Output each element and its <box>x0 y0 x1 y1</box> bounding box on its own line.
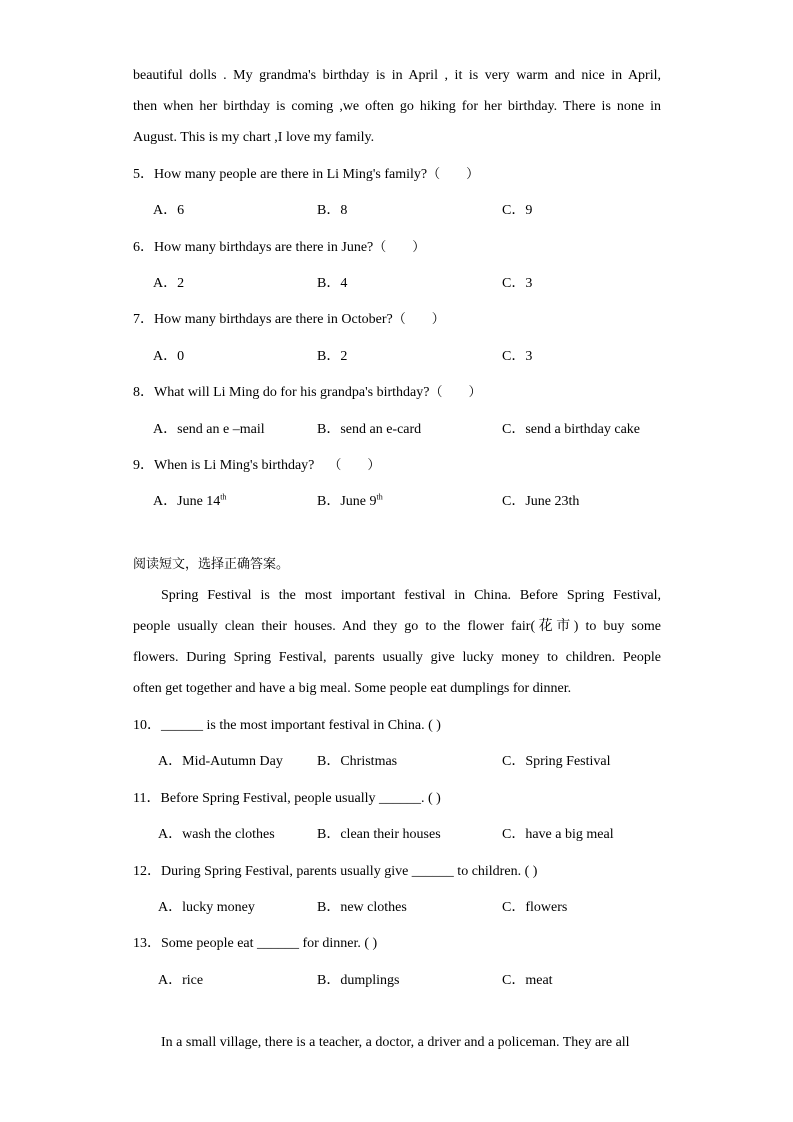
option-text: rice <box>182 973 204 988</box>
question-number: 7． <box>133 312 154 327</box>
question-5 <box>133 165 479 185</box>
option-a[interactable] <box>158 752 283 772</box>
option-b[interactable] <box>317 492 383 512</box>
question-text: During Spring Festival, parents usually give ______ to children. ( ) <box>161 864 538 879</box>
answer-blank: （ ） <box>392 312 445 327</box>
option-text: 0 <box>177 349 185 364</box>
ordinal-suffix: th <box>220 492 227 502</box>
option-letter: C． <box>502 973 526 988</box>
question-number: 11． <box>133 791 161 806</box>
option-text: flowers <box>525 900 568 915</box>
option-letter: A． <box>153 203 178 218</box>
option-letter: C． <box>502 203 526 218</box>
question-text: When is Li Ming's birthday? <box>154 458 315 473</box>
option-text: wash the clothes <box>182 827 275 842</box>
option-c[interactable] <box>502 825 614 845</box>
option-text: 9 <box>525 203 533 218</box>
question-13 <box>133 934 377 954</box>
question-text: How many birthdays are there in June? <box>154 240 374 255</box>
option-text: 3 <box>525 349 533 364</box>
question-12 <box>133 862 537 882</box>
question-number: 6． <box>133 240 154 255</box>
option-letter: A． <box>158 973 183 988</box>
option-text: 4 <box>340 276 348 291</box>
question-9 <box>133 456 380 476</box>
option-letter: B． <box>317 494 341 509</box>
option-letter: C． <box>502 754 526 769</box>
option-text: 3 <box>525 276 533 291</box>
option-text: 6 <box>177 203 185 218</box>
option-letter: A． <box>153 349 178 364</box>
option-b[interactable] <box>317 420 421 440</box>
option-text: Christmas <box>340 754 398 769</box>
option-text: send an e –mail <box>177 422 265 437</box>
option-letter: B． <box>317 203 341 218</box>
question-number: 5． <box>133 167 154 182</box>
option-text: lucky money <box>182 900 255 915</box>
option-b[interactable] <box>317 201 347 221</box>
option-b[interactable] <box>317 274 347 294</box>
passage-line: beautiful dolls . My grandma's birthday is in April , it is very warm and nice in April, <box>133 68 661 83</box>
ordinal-suffix: th <box>376 492 383 502</box>
option-b[interactable] <box>317 752 397 772</box>
option-letter: B． <box>317 827 341 842</box>
answer-blank: （ ） <box>328 458 381 473</box>
passage-line: people usually clean their houses. And they go to the flower fair(花市) to buy some <box>133 619 661 634</box>
option-letter: B． <box>317 276 341 291</box>
option-c[interactable] <box>502 492 579 512</box>
option-text: 8 <box>340 203 348 218</box>
question-6 <box>133 238 425 258</box>
option-text: 2 <box>340 349 348 364</box>
option-letter: C． <box>502 827 526 842</box>
option-text: meat <box>525 973 553 988</box>
option-letter: A． <box>158 900 183 915</box>
option-text: Mid-Autumn Day <box>182 754 283 769</box>
option-letter: A． <box>158 754 183 769</box>
passage-line: then when her birthday is coming ,we often go hiking for her birthday. There is none in <box>133 99 661 114</box>
option-a[interactable] <box>158 898 255 918</box>
question-text: Before Spring Festival, people usually ______. ( ) <box>160 791 441 806</box>
option-letter: B． <box>317 754 341 769</box>
question-text: How many people are there in Li Ming's family? <box>154 167 428 182</box>
option-letter: C． <box>502 349 526 364</box>
option-letter: A． <box>158 827 183 842</box>
option-a[interactable] <box>153 274 184 294</box>
option-b[interactable] <box>317 898 407 918</box>
option-letter: B． <box>317 973 341 988</box>
question-7 <box>133 310 445 330</box>
option-text: dumplings <box>340 973 400 988</box>
option-c[interactable] <box>502 201 532 221</box>
passage-line: In a small village, there is a teacher, a doctor, a driver and a policeman. They are all <box>161 1035 630 1050</box>
question-number: 13． <box>133 936 161 951</box>
option-a[interactable] <box>153 492 227 512</box>
question-text: What will Li Ming do for his grandpa's birthday? <box>154 385 430 400</box>
option-b[interactable] <box>317 971 399 991</box>
option-c[interactable] <box>502 752 611 772</box>
answer-blank: （ ） <box>427 167 480 182</box>
question-8 <box>133 383 481 403</box>
option-text: June 14 <box>177 494 221 509</box>
question-text: Some people eat ______ for dinner. ( ) <box>161 936 378 951</box>
option-letter: C． <box>502 494 526 509</box>
option-c[interactable] <box>502 420 640 440</box>
question-number: 9． <box>133 458 154 473</box>
question-text: ______ is the most important festival in China. ( ) <box>161 718 441 733</box>
option-text: 2 <box>177 276 185 291</box>
question-11 <box>133 789 441 809</box>
question-number: 12． <box>133 864 161 879</box>
question-10 <box>133 716 441 736</box>
option-text: have a big meal <box>525 827 614 842</box>
option-b[interactable] <box>317 825 441 845</box>
option-c[interactable] <box>502 347 532 367</box>
passage-line: August. This is my chart ,I love my family. <box>133 130 375 145</box>
passage-line: Spring Festival is the most important festival in China. Before Spring Festival, <box>161 588 661 603</box>
option-text: send an e-card <box>340 422 422 437</box>
option-c[interactable] <box>502 274 532 294</box>
question-number: 8． <box>133 385 154 400</box>
option-b[interactable] <box>317 347 347 367</box>
option-letter: B． <box>317 349 341 364</box>
question-text: How many birthdays are there in October? <box>154 312 393 327</box>
option-a[interactable] <box>158 825 275 845</box>
option-letter: A． <box>153 276 178 291</box>
option-letter: C． <box>502 900 526 915</box>
passage-line: flowers. During Spring Festival, parents usually give lucky money to children. People <box>133 650 661 665</box>
question-number: 10． <box>133 718 161 733</box>
option-text: June 9 <box>340 494 377 509</box>
option-text: send a birthday cake <box>525 422 641 437</box>
option-c[interactable] <box>502 971 553 991</box>
option-text: Spring Festival <box>525 754 611 769</box>
option-letter: C． <box>502 422 526 437</box>
option-a[interactable] <box>153 347 184 367</box>
section-instruction: 阅读短文，选择正确答案。 <box>133 557 290 572</box>
passage-line: often get together and have a big meal. Some people eat dumplings for dinner. <box>133 681 572 696</box>
option-c[interactable] <box>502 898 567 918</box>
answer-blank: （ ） <box>429 385 482 400</box>
option-letter: B． <box>317 422 341 437</box>
option-text: June 23th <box>525 494 580 509</box>
option-letter: B． <box>317 900 341 915</box>
option-text: clean their houses <box>340 827 441 842</box>
option-letter: C． <box>502 276 526 291</box>
option-letter: A． <box>153 422 178 437</box>
option-a[interactable] <box>153 201 184 221</box>
option-text: new clothes <box>340 900 407 915</box>
option-letter: A． <box>153 494 178 509</box>
answer-blank: （ ） <box>373 240 426 255</box>
option-a[interactable] <box>158 971 203 991</box>
option-a[interactable] <box>153 420 265 440</box>
